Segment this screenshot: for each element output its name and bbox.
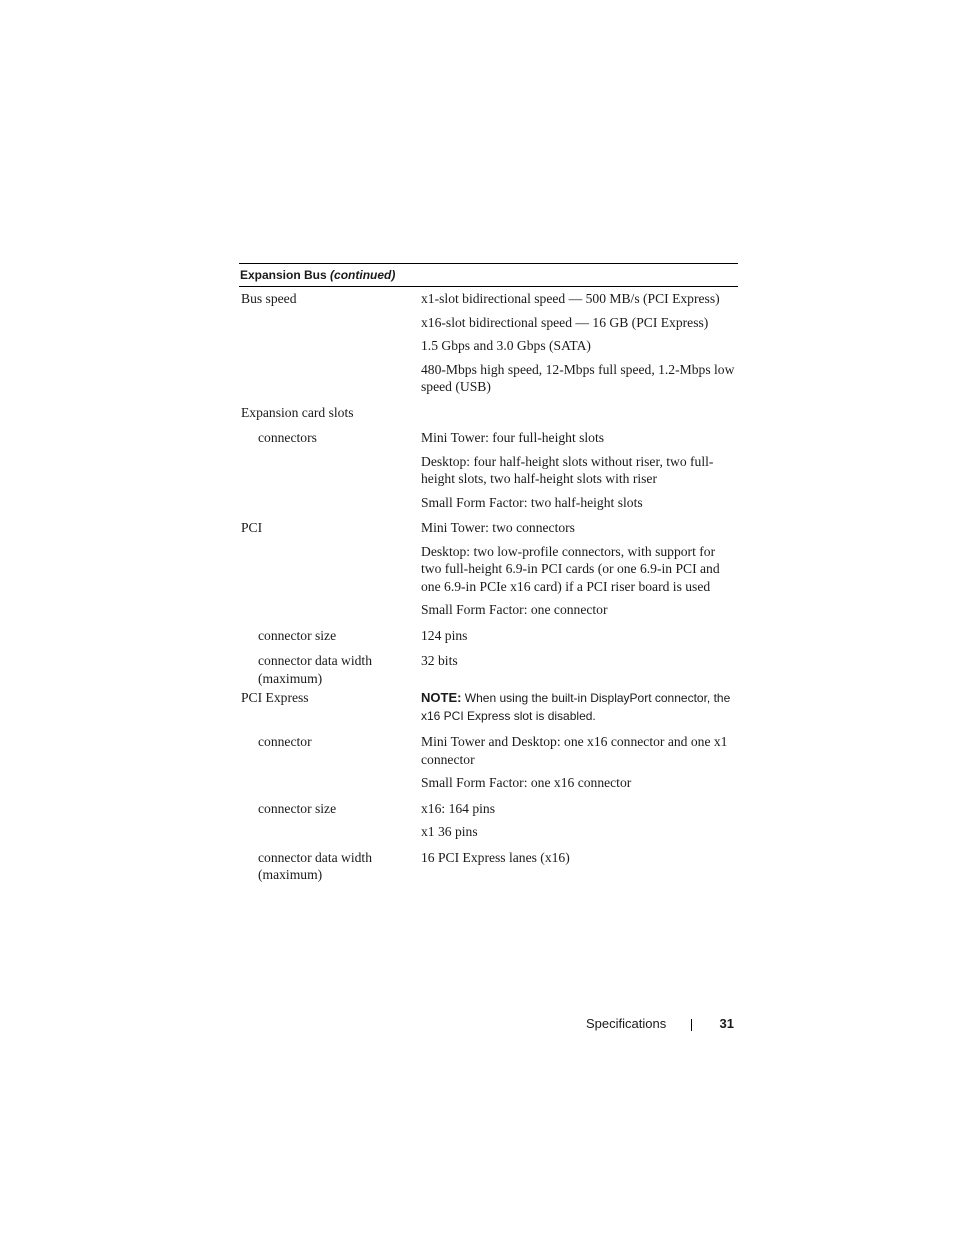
row-value: Small Form Factor: one x16 connector [421,775,632,790]
row-label: connector size [258,627,337,643]
row-value: x1 36 pins [421,824,478,839]
note-text: When using the built-in DisplayPort connector, the x16 PCI Express slot is disabled. [421,691,731,723]
row-label: connector size [258,800,337,816]
row-value: Desktop: two low-profile connectors, with support for two full-height 6.9-in PCI cards (or one 6.9-in PCI and one 6.9-in PCIe x16 card) if a PCI riser board is used [421,543,720,594]
row-values [421,627,738,651]
spec-table [239,263,738,884]
row-label: connectors [258,430,317,445]
row-values [421,519,738,625]
row-label: connector [258,734,312,749]
row-value: Mini Tower and Desktop: one x16 connector and one x1 connector [421,734,728,767]
table-row [239,627,738,651]
row-value: x16-slot bidirectional speed — 16 GB (PCI Express) [421,314,709,330]
table-title: Expansion Bus [240,268,327,282]
row-value: 124 pins [421,627,468,643]
row-values [421,404,738,428]
row-value: Mini Tower: two connectors [421,520,575,535]
table-row [239,429,738,517]
row-values [421,652,738,687]
row-values [421,689,738,731]
note [421,689,736,725]
table-row [239,519,738,625]
note-label: NOTE: [421,690,462,705]
row-value: x1-slot bidirectional speed — 500 MB/s (PCI Express) [421,291,720,306]
footer-section-title: Specifications [586,1016,667,1031]
row-label: Expansion card slots [241,404,354,420]
row-values [421,290,738,402]
row-label: Bus speed [241,291,297,306]
page-number: 31 [719,1016,734,1031]
row-value-empty [421,404,736,422]
row-value: Desktop: four half-height slots without riser, two full-height slots, two half-height slots with riser [421,453,714,486]
row-value: 1.5 Gbps and 3.0 Gbps (SATA) [421,338,591,353]
table-row [239,652,738,687]
page-footer [586,1014,738,1034]
row-values [421,800,738,847]
row-values [421,849,738,884]
row-label: PCI [241,520,263,535]
table-header [239,263,738,287]
row-label: PCI Express [241,690,309,705]
table-row [239,404,738,428]
row-value: 16 PCI Express lanes (x16) [421,849,570,865]
table-title-suffix: (continued) [330,268,396,282]
row-value: x16: 164 pins [421,800,496,816]
row-label: connector data width (maximum) [258,849,372,882]
row-value: Small Form Factor: one connector [421,602,608,617]
table-row [239,849,738,884]
table-row [239,290,738,402]
table-row [239,800,738,847]
table-row [239,689,738,731]
row-value: 480-Mbps high speed, 12-Mbps full speed, 1.2-Mbps low speed (USB) [421,361,735,394]
table-row [239,733,738,798]
table-body [239,287,738,884]
row-values [421,429,738,517]
row-value: 32 bits [421,653,458,668]
row-value: Mini Tower: four full-height slots [421,430,605,445]
footer-divider [691,1019,692,1031]
row-value: Small Form Factor: two half-height slots [421,494,643,510]
row-values [421,733,738,798]
row-label: connector data width (maximum) [258,653,372,686]
